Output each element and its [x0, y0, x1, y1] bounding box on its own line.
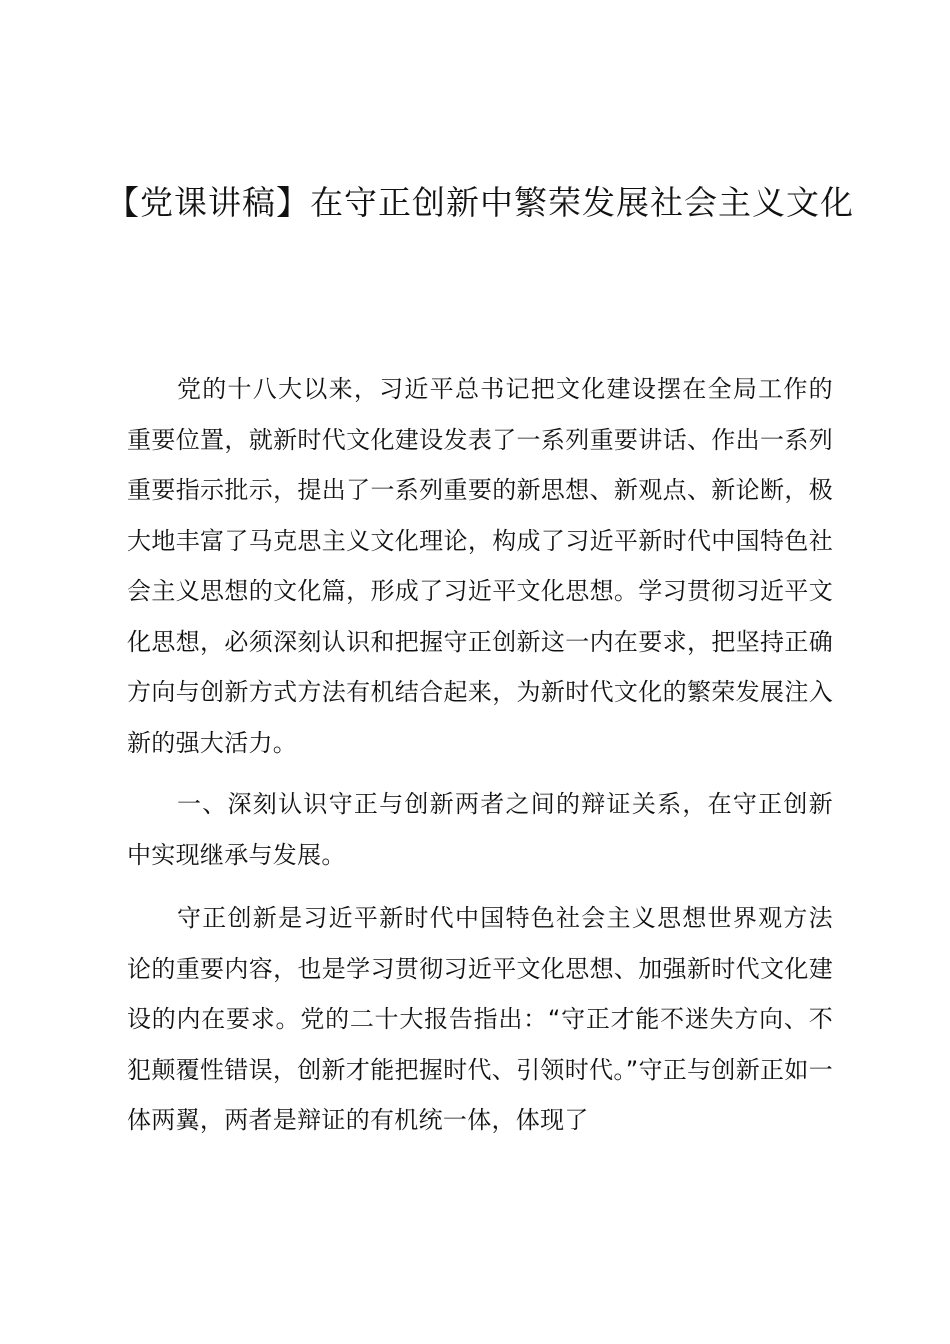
section-heading: 一、深刻认识守正与创新两者之间的辩证关系，在守正创新中实现继承与发展。: [127, 790, 833, 869]
document-title: 【党课讲稿】在守正创新中繁荣发展社会主义文化: [106, 183, 854, 222]
body-paragraph: 守正创新是习近平新时代中国特色社会主义思想世界观方法论的重要内容，也是学习贯彻习近平文化思想、加强新时代文化建设的内在要求。党的二十大报告指出：“守正才能不迷失方向、不犯颠覆性错误，创新才能把握时代、引领时代。”守正与创新正如一体两翼，两者是辩证的有机统一体，体现了: [127, 904, 833, 1134]
body-paragraph: 党的十八大以来，习近平总书记把文化建设摆在全局工作的重要位置，就新时代文化建设发表了一系列重要讲话、作出一系列重要指示批示，提出了一系列重要的新思想、新观点、新论断，极大地丰富了马克思主义文化理论，构成了习近平新时代中国特色社会主义思想的文化篇，形成了习近平文化思想。学习贯彻习近平文化思想，必须深刻认识和把握守正创新这一内在要求，把坚持正确方向与创新方式方法有机结合起来，为新时代文化的繁荣发展注入新的强大活力。: [127, 375, 833, 757]
